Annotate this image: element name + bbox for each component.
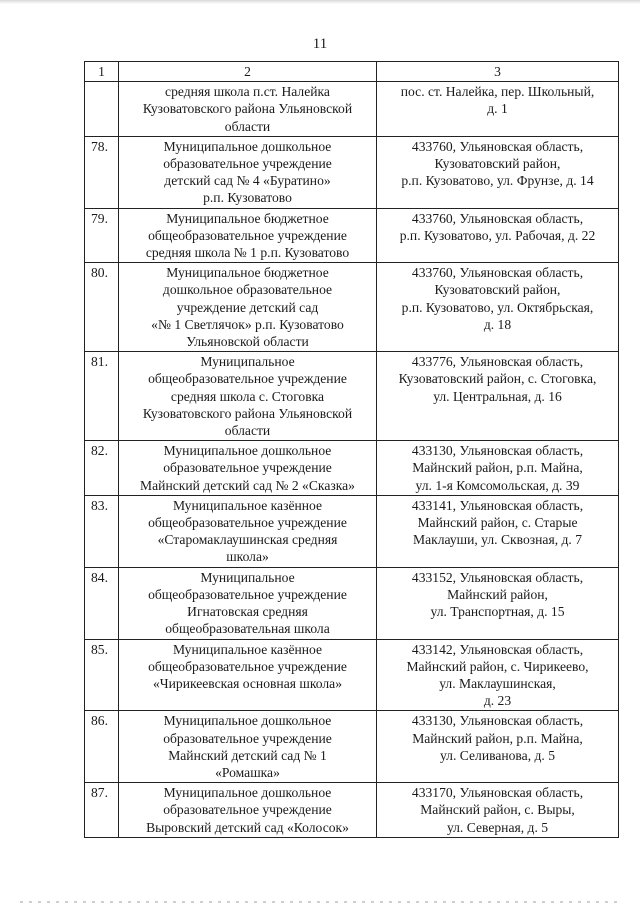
institution-address-line: пос. ст. Налейка, пер. Школьный,: [400, 84, 595, 100]
institution-address-cell: [377, 352, 619, 441]
institution-name-line: образовательное учреждение: [163, 156, 332, 172]
institution-address-cell: [377, 639, 619, 711]
institution-name-line: «Чирикеевская основная школа»: [153, 675, 342, 691]
institution-name-line: учреждение детский сад: [176, 299, 319, 315]
institution-address-line: 433776, Ульяновская область,: [411, 354, 584, 370]
institution-name-cell: [119, 783, 377, 838]
institution-address-line: Кузоватовский район,: [434, 156, 561, 172]
institution-address-cell: [377, 495, 619, 567]
institution-address-cell: [377, 208, 619, 263]
table-row: [85, 711, 619, 783]
institution-name-line: общеобразовательное учреждение: [148, 586, 347, 602]
institution-name-line: Кузоватовского района Ульяновской: [142, 405, 353, 421]
scan-edge-bottom: [20, 901, 620, 903]
institution-name-cell: [119, 352, 377, 441]
institution-name-line: общеобразовательное учреждение: [148, 371, 347, 387]
institution-name-cell: [119, 263, 377, 352]
table-row: [85, 208, 619, 263]
row-number: 83.: [85, 495, 119, 567]
institution-address-line: д. 1: [487, 101, 508, 117]
institution-name-line: детский сад № 4 «Буратино»: [164, 173, 331, 189]
institution-name-line: Муниципальное бюджетное: [166, 210, 329, 226]
institution-name-line: Муниципальное казённое: [172, 497, 323, 513]
institution-name-cell: [119, 441, 377, 496]
institution-address-line: 433170, Ульяновская область,: [411, 785, 584, 801]
table-header-row: [85, 62, 619, 82]
table-row: [85, 567, 619, 639]
institution-name-line: дошкольное образовательное: [162, 282, 333, 298]
institution-address-line: Майнский район,: [447, 586, 548, 602]
institution-name-line: области: [224, 118, 271, 134]
institution-address-line: Майнский район, с. Чирикеево,: [406, 658, 589, 674]
institution-address-cell: [377, 567, 619, 639]
table-row: [85, 441, 619, 496]
institution-name-cell: [119, 639, 377, 711]
institution-address-line: р.п. Кузоватово, ул. Рабочая, д. 22: [399, 227, 596, 243]
institution-name-line: Муниципальное бюджетное: [166, 265, 329, 281]
row-number: 78.: [85, 136, 119, 208]
institution-address-line: р.п. Кузоватово, ул. Фрунзе, д. 14: [401, 173, 594, 189]
institution-address-line: д. 23: [483, 693, 512, 709]
institution-address-line: 433760, Ульяновская область,: [411, 210, 584, 226]
table-row: [85, 639, 619, 711]
institution-address-line: ул. Северная, д. 5: [446, 819, 549, 835]
institution-name-line: области: [224, 423, 271, 439]
institution-name-cell: [119, 208, 377, 263]
institution-name-line: Майнский детский сад № 2 «Сказка»: [140, 477, 355, 493]
institution-address-line: ул. Селиванова, д. 5: [439, 747, 556, 763]
institution-name-line: Муниципальное: [200, 569, 295, 585]
institution-name-line: «Старомаклаушинская средняя: [157, 532, 338, 548]
table-row: [85, 82, 619, 137]
institution-address-line: д. 18: [483, 316, 512, 332]
institution-name-line: общеобразовательное учреждение: [148, 227, 347, 243]
institution-name-line: Муниципальное: [200, 354, 295, 370]
header-cell-name: 2: [119, 62, 377, 82]
institution-name-cell: [119, 136, 377, 208]
institution-name-line: «Ромашка»: [215, 764, 280, 780]
row-number: 84.: [85, 567, 119, 639]
table-row: [85, 352, 619, 441]
institution-address-cell: [377, 711, 619, 783]
institution-address-line: 433130, Ульяновская область,: [411, 713, 584, 729]
institution-name-line: средняя школа № 1 р.п. Кузоватово: [145, 245, 350, 261]
institution-address-cell: [377, 441, 619, 496]
institution-address-line: 433760, Ульяновская область,: [411, 138, 584, 154]
institution-name-line: Муниципальное дошкольное: [163, 138, 332, 154]
institution-address-line: Кузоватовский район, с. Стоговка,: [398, 371, 597, 387]
institution-address-line: 433142, Ульяновская область,: [411, 641, 584, 657]
institution-address-line: 433152, Ульяновская область,: [411, 569, 584, 585]
institution-address-line: 433130, Ульяновская область,: [411, 443, 584, 459]
scan-edge-top: [0, 0, 640, 4]
page-number: 11: [312, 36, 328, 52]
institution-name-line: средняя школа п.ст. Налейка: [165, 84, 330, 100]
institution-name-line: общеобразовательное учреждение: [148, 658, 347, 674]
institution-address-line: Майнский район, р.п. Майна,: [412, 730, 583, 746]
institution-address-line: р.п. Кузоватово, ул. Октябрьская,: [401, 299, 594, 315]
table-row: [85, 136, 619, 208]
table-row: [85, 783, 619, 838]
institution-name-line: общеобразовательное учреждение: [148, 515, 347, 531]
institution-address-line: 433141, Ульяновская область,: [411, 497, 584, 513]
institution-name-cell: [119, 711, 377, 783]
table-row: [85, 263, 619, 352]
institution-name-line: общеобразовательная школа: [165, 621, 330, 637]
row-number: 82.: [85, 441, 119, 496]
institution-name-line: р.п. Кузоватово: [203, 190, 292, 206]
institution-address-line: Маклауши, ул. Сквозная, д. 7: [413, 532, 582, 548]
institution-name-line: Выровский детский сад «Колосок»: [146, 819, 349, 835]
institution-name-line: Майнский детский сад № 1: [168, 747, 327, 763]
institutions-table: [84, 61, 619, 838]
row-number: 80.: [85, 263, 119, 352]
institution-name-line: образовательное учреждение: [163, 460, 332, 476]
institution-address-line: Кузоватовский район,: [434, 282, 561, 298]
institution-name-cell: [119, 82, 377, 137]
row-number: 81.: [85, 352, 119, 441]
institution-name-line: средняя школа с. Стоговка: [170, 388, 325, 404]
institution-name-line: «№ 1 Светлячок» р.п. Кузоватово: [151, 316, 344, 332]
institution-address-line: Майнский район, с. Старые: [417, 515, 578, 531]
table-body: [85, 62, 619, 838]
institution-name-cell: [119, 495, 377, 567]
institution-address-line: ул. Центральная, д. 16: [433, 388, 562, 404]
institution-name-line: образовательное учреждение: [163, 802, 332, 818]
institution-address-line: ул. Маклаушинская,: [439, 675, 556, 691]
institution-name-line: Муниципальное дошкольное: [163, 785, 332, 801]
institution-name-line: образовательное учреждение: [163, 730, 332, 746]
institution-name-line: Муниципальное казённое: [172, 641, 323, 657]
institution-name-line: Муниципальное дошкольное: [163, 443, 332, 459]
header-cell-address: 3: [377, 62, 619, 82]
institution-address-line: 433760, Ульяновская область,: [411, 265, 584, 281]
row-number: 86.: [85, 711, 119, 783]
institution-address-line: Майнский район, с. Выры,: [420, 802, 575, 818]
row-number: [85, 82, 119, 137]
institution-address-line: ул. Транспортная, д. 15: [430, 604, 565, 620]
institution-name-line: Кузоватовского района Ульяновской: [142, 101, 353, 117]
header-cell-num: 1: [85, 62, 119, 82]
table-row: [85, 495, 619, 567]
institution-address-cell: [377, 783, 619, 838]
institution-address-cell: [377, 82, 619, 137]
institution-name-line: школа»: [226, 549, 269, 565]
row-number: 79.: [85, 208, 119, 263]
institution-name-cell: [119, 567, 377, 639]
row-number: 87.: [85, 783, 119, 838]
institution-name-line: Ульяновской области: [186, 334, 309, 350]
institution-address-cell: [377, 263, 619, 352]
institution-address-cell: [377, 136, 619, 208]
institution-name-line: Муниципальное дошкольное: [163, 713, 332, 729]
institution-address-line: Майнский район, р.п. Майна,: [412, 460, 583, 476]
institution-name-line: Игнатовская средняя: [187, 604, 308, 620]
row-number: 85.: [85, 639, 119, 711]
institution-address-line: ул. 1-я Комсомольская, д. 39: [415, 477, 580, 493]
